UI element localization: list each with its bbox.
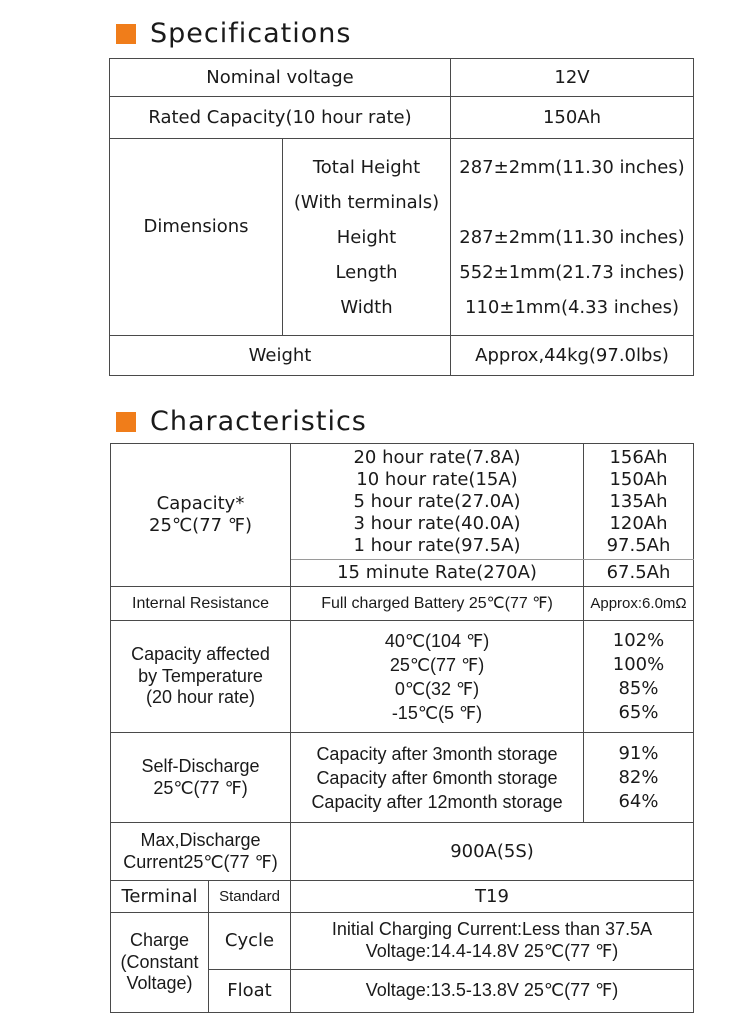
- temperature-value: 102%: [612, 629, 665, 651]
- characteristics-title: Characteristics: [150, 406, 367, 437]
- table-row: [110, 97, 694, 139]
- dimension-label-total-height: Total Height: [312, 156, 421, 178]
- dimension-label-width: Width: [340, 296, 393, 318]
- dimension-value-with-terminals: [451, 185, 693, 220]
- charge-float-label: Float: [209, 970, 291, 1013]
- table-row: [111, 621, 694, 733]
- dimension-label-height: Height: [336, 226, 397, 248]
- self-discharge-label-line2: 25℃(77 ℉): [153, 777, 248, 798]
- table-row: [111, 587, 694, 621]
- temperature-condition: 40℃(104 ℉): [384, 630, 490, 651]
- charge-cycle-value: [291, 913, 694, 970]
- self-discharge-condition: Capacity after 12month storage: [311, 791, 563, 812]
- temperature-value: 85%: [618, 677, 659, 699]
- self-discharge-label-line1: Self-Discharge: [141, 755, 260, 776]
- temperature-label-line2: by Temperature: [138, 665, 263, 686]
- capacity-values: [584, 444, 694, 560]
- max-discharge-label-line1: Max,Discharge: [140, 829, 261, 850]
- orange-square-bullet-icon: [116, 412, 136, 432]
- charge-cycle-line1: Initial Charging Current:Less than 37.5A: [331, 919, 653, 940]
- table-row: [111, 444, 694, 560]
- capacity-label-line2: 25℃(77 ℉): [149, 515, 252, 536]
- rated-capacity-value: 150Ah: [451, 97, 694, 139]
- internal-resistance-label: Internal Resistance: [111, 587, 291, 621]
- capacity-label-line1: Capacity*: [156, 493, 245, 515]
- internal-resistance-value: Approx:6.0mΩ: [584, 587, 694, 621]
- rate-value: 120Ah: [609, 512, 668, 534]
- dimensions-values: [451, 139, 694, 336]
- minute-rate-label: 15 minute Rate(270A): [291, 560, 584, 587]
- temperature-label-line1: Capacity affected: [131, 644, 270, 665]
- self-discharge-label: [111, 733, 291, 823]
- charge-label-line3: Voltage): [126, 973, 193, 994]
- characteristics-header: [116, 406, 367, 437]
- self-discharge-value: 91%: [618, 742, 659, 764]
- rate-value: 150Ah: [609, 468, 668, 490]
- table-row: [110, 336, 694, 376]
- charge-cycle-line2: Voltage:14.4-14.8V 25℃(77 ℉): [365, 941, 619, 961]
- dimensions-sublabels: [283, 139, 451, 336]
- dimensions-label: Dimensions: [110, 139, 283, 336]
- table-row: [111, 823, 694, 881]
- charge-label: [111, 913, 209, 1013]
- self-discharge-condition: Capacity after 3month storage: [316, 743, 558, 764]
- rate-label: 1 hour rate(97.5A): [353, 534, 521, 556]
- temperature-condition: 0℃(32 ℉): [394, 678, 480, 699]
- charge-label-line1: Charge: [129, 930, 190, 951]
- specifications-title: Specifications: [150, 18, 352, 49]
- specifications-header: [116, 18, 351, 49]
- terminal-label: Terminal: [111, 881, 209, 913]
- table-row: [111, 913, 694, 970]
- temperature-condition: 25℃(77 ℉): [389, 654, 485, 675]
- weight-label: Weight: [110, 336, 451, 376]
- self-discharge-value: 64%: [618, 790, 659, 812]
- terminal-value: T19: [291, 881, 694, 913]
- rate-label: 3 hour rate(40.0A): [353, 512, 521, 534]
- capacity-label: [111, 444, 291, 587]
- self-discharge-values: [584, 733, 694, 823]
- table-row: [110, 59, 694, 97]
- internal-resistance-condition: Full charged Battery 25℃(77 ℉): [291, 587, 584, 621]
- dimension-value-length: 552±1mm(21.73 inches): [459, 261, 685, 283]
- rate-label: 5 hour rate(27.0A): [353, 490, 521, 512]
- rated-capacity-label: Rated Capacity(10 hour rate): [110, 97, 451, 139]
- self-discharge-condition: Capacity after 6month storage: [316, 767, 558, 788]
- table-row: [111, 733, 694, 823]
- temperature-values: [584, 621, 694, 733]
- minute-rate-value: 67.5Ah: [584, 560, 694, 587]
- table-row: [110, 139, 694, 336]
- dimension-value-total-height: 287±2mm(11.30 inches): [459, 156, 685, 178]
- rate-value: 156Ah: [609, 446, 668, 468]
- nominal-voltage-value: 12V: [451, 59, 694, 97]
- terminal-sublabel: Standard: [209, 881, 291, 913]
- rate-label: 10 hour rate(15A): [356, 468, 518, 490]
- rate-value: 97.5Ah: [606, 534, 671, 556]
- charge-cycle-label: Cycle: [209, 913, 291, 970]
- temperature-condition: -15℃(5 ℉): [391, 702, 483, 723]
- rate-label: 20 hour rate(7.8A): [353, 446, 521, 468]
- charge-label-line2: (Constant: [120, 951, 199, 972]
- nominal-voltage-label: Nominal voltage: [110, 59, 451, 97]
- dimension-value-height: 287±2mm(11.30 inches): [459, 226, 685, 248]
- temperature-label-line3: (20 hour rate): [145, 687, 256, 708]
- dimension-value-width: 110±1mm(4.33 inches): [465, 296, 679, 318]
- orange-square-bullet-icon: [116, 24, 136, 44]
- max-discharge-label-line2: Current25℃(77 ℉): [123, 851, 278, 872]
- characteristics-table: [110, 443, 694, 1013]
- weight-value: Approx,44kg(97.0lbs): [451, 336, 694, 376]
- self-discharge-value: 82%: [618, 766, 659, 788]
- max-discharge-label: [111, 823, 291, 881]
- charge-float-value: Voltage:13.5-13.8V 25℃(77 ℉): [291, 970, 694, 1013]
- temperature-value: 65%: [618, 701, 659, 723]
- temperature-label: [111, 621, 291, 733]
- temperature-value: 100%: [612, 653, 665, 675]
- table-row: [111, 881, 694, 913]
- max-discharge-value: 900A(5S): [291, 823, 694, 881]
- dimension-label-with-terminals: (With terminals): [293, 191, 440, 213]
- specifications-table: [109, 58, 694, 376]
- self-discharge-conditions: [291, 733, 584, 823]
- rate-value: 135Ah: [609, 490, 668, 512]
- temperature-conditions: [291, 621, 584, 733]
- dimension-label-length: Length: [335, 261, 398, 283]
- capacity-rates: [291, 444, 584, 560]
